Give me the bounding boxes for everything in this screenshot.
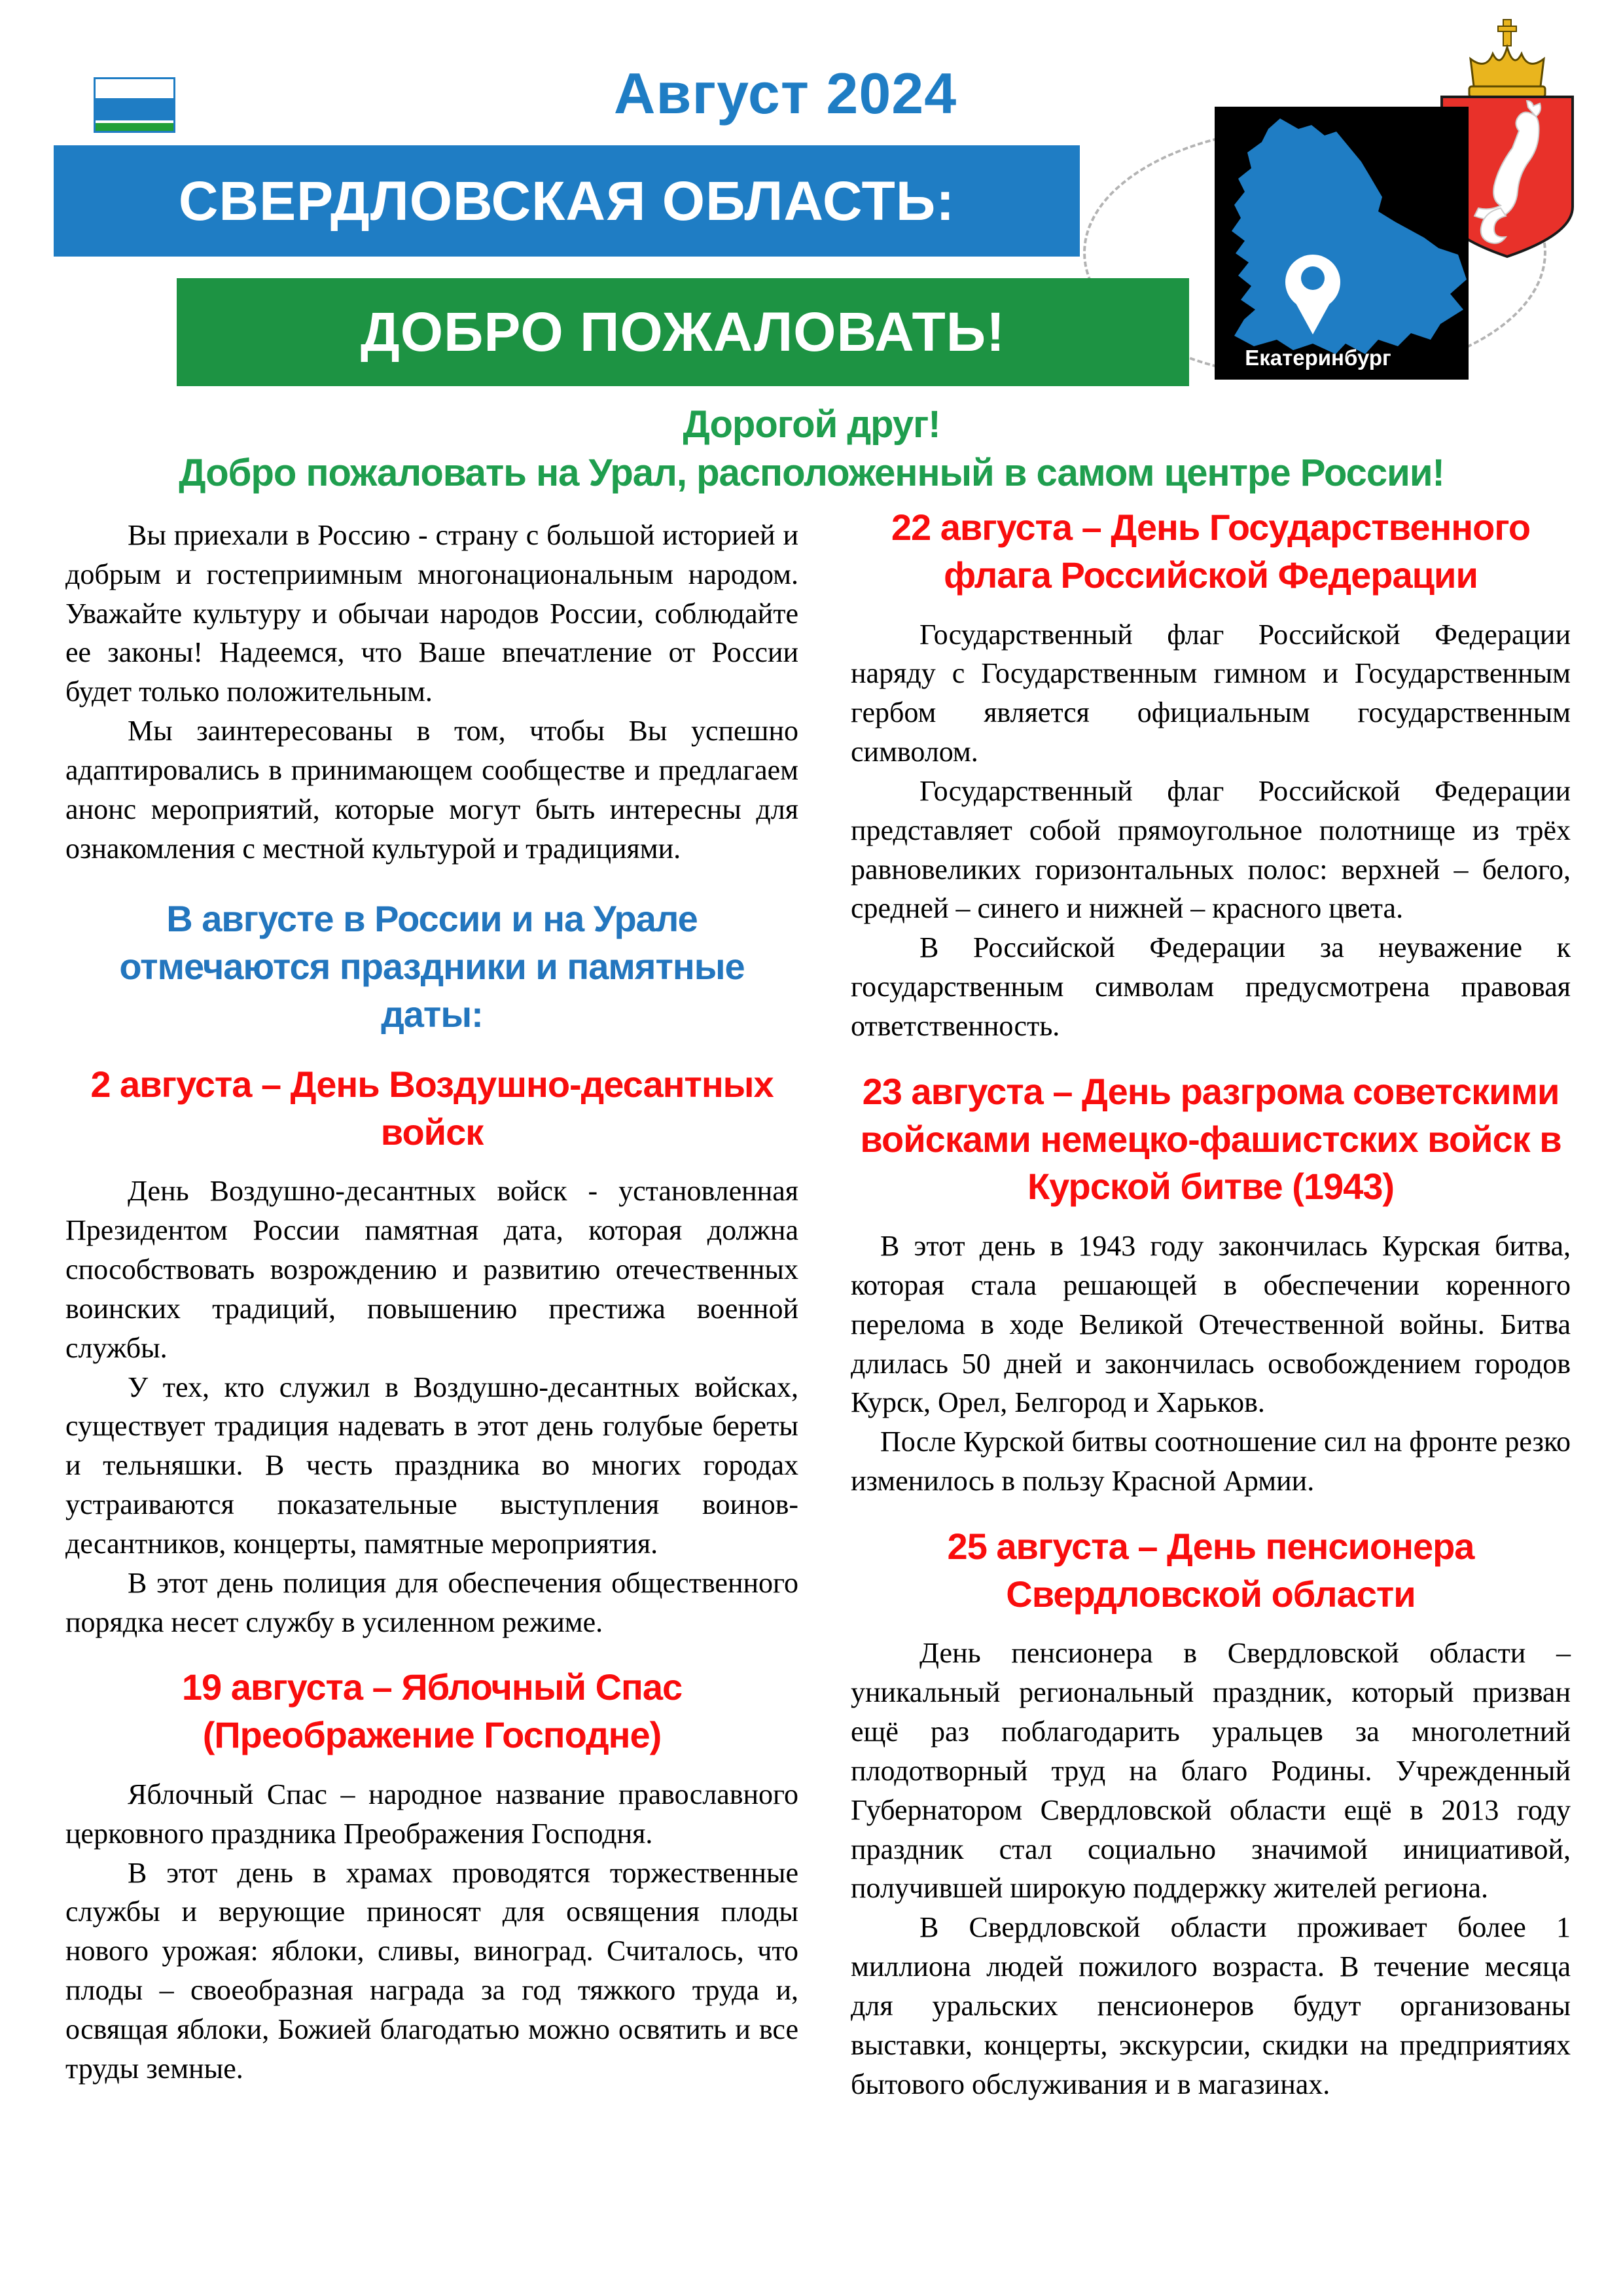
body-paragraph: Вы приехали в Россию - страну с большой историей и добрым и гостеприимным многонациональным народом. Уважайте культуру и обычаи народов России, соблюдайте ее законы! Надеемся, что Ваше впечатление от России будет только положительным. [65,519,798,708]
body-paragraph: Государственный флаг Российской Федерации наряду с Государственным гимном и Государственным гербом является официальным государственным символом. [851,618,1571,768]
section-heading: В августе в России и на Урале отмечаются праздники и памятные даты: [119,898,745,1035]
map-city-label: Екатеринбург [1245,346,1391,370]
body-paragraph: День Воздушно-десантных войск - установленная Президентом России памятная дата, которая должна способствовать возрождению и развитию отечественных воинских традиций, повышению престижа военной службы. [65,1175,798,1364]
body-paragraph: В Российской Федерации за неуважение к государственным символам предусмотрена правовая ответственность. [851,931,1571,1042]
body-paragraph: Мы заинтересованы в том, чтобы Вы успешно адаптировались в принимающем сообществе и предлагаем анонс мероприятий, которые могут быть интересны для ознакомления с местной культурой и традициями. [65,715,798,865]
body-paragraph: Государственный флаг Российской Федерации представляет собой прямоугольное полотнище из трёх равновеликих горизонтальных полос: верхней – белого, средней – синего и нижней – красного цвета. [851,774,1571,925]
intro-heading-line1: Дорогой друг! [683,403,940,446]
section-heading: 2 августа – День Воздушно-десантных войск [90,1063,774,1153]
welcome-banner [177,278,1189,386]
region-map [1215,107,1469,380]
region-banner [54,145,1080,257]
left-column [65,516,798,2104]
flag-stripe-green [96,123,173,131]
welcome-banner-text: ДОБРО ПОЖАЛОВАТЬ! [360,301,1006,363]
section-heading: 23 августа – День разгрома советскими войсками немецко-фашистских войск в Курской битве (1943) [860,1070,1561,1208]
intro-heading-line2: Добро пожаловать на Урал, расположенный в самом центре России! [179,452,1444,495]
intro-heading [0,401,1623,497]
flag-stripe-white [96,79,173,98]
body-paragraph: В Свердловской области проживает более 1 миллиона людей пожилого возраста. В течение месяца для уральских пенсионеров будут организованы выставки, концерты, экскурсии, скидки на предприятиях бытового обслуживания и в магазинах. [851,1911,1571,2100]
region-banner-text: СВЕРДЛОВСКАЯ ОБЛАСТЬ: [178,170,955,232]
section-heading: 25 августа – День пенсионера Свердловской области [947,1525,1474,1615]
sverdlovsk-flag-icon [94,77,175,133]
body-paragraph: Яблочный Спас – народное название православного церковного праздника Преображения Господня. [65,1778,798,1850]
body-paragraph: В этот день в храмах проводятся торжественные службы и верующие приносят для освящения плоды нового урожая: яблоки, сливы, виноград. Считалось, что плоды – своеобразная награда за год тяжкого труда и, освящая яблоки, Божией благодатью можно освятить и все труды земные. [65,1856,798,2085]
section-heading: 19 августа – Яблочный Спас (Преображение Господне) [181,1666,683,1756]
flag-stripe-blue [96,98,173,120]
content-columns [65,507,1571,2104]
body-paragraph: После Курской битвы соотношение сил на фронте резко изменилось в пользу Красной Армии. [851,1426,1571,1498]
body-paragraph: У тех, кто служил в Воздушно-десантных войсках, существует традиция надевать в этот день голубые береты и тельняшки. В честь праздника во многих городах устраиваются показательные выступления воинов-десантников, концерты, памятные мероприятия. [65,1371,798,1560]
right-column [851,507,1571,2104]
page-title: Август 2024 [613,61,957,126]
body-paragraph: День пенсионера в Свердловской области – уникальный региональный праздник, который призван ещё раз поблагодарить уральцев за многолетний плодотворный труд на благо Родины. Учрежденный Губернатором Свердловской области ещё в 2013 году праздник стал социально значимой инициативой, получившей широкую поддержку жителей региона. [851,1637,1571,1905]
body-paragraph: В этот день полиция для обеспечения общественного порядка несет службу в усиленном режиме. [65,1566,798,1638]
body-paragraph: В этот день в 1943 году закончилась Курская битва, которая стала решающей в обеспечении коренного перелома в ходе Великой Отечественной войны. Битва длилась 50 дней и закончилась освобождением городов Курск, Орел, Белгород и Харьков. [851,1230,1571,1419]
section-heading: 22 августа – День Государственного флага Российской Федерации [891,507,1531,596]
